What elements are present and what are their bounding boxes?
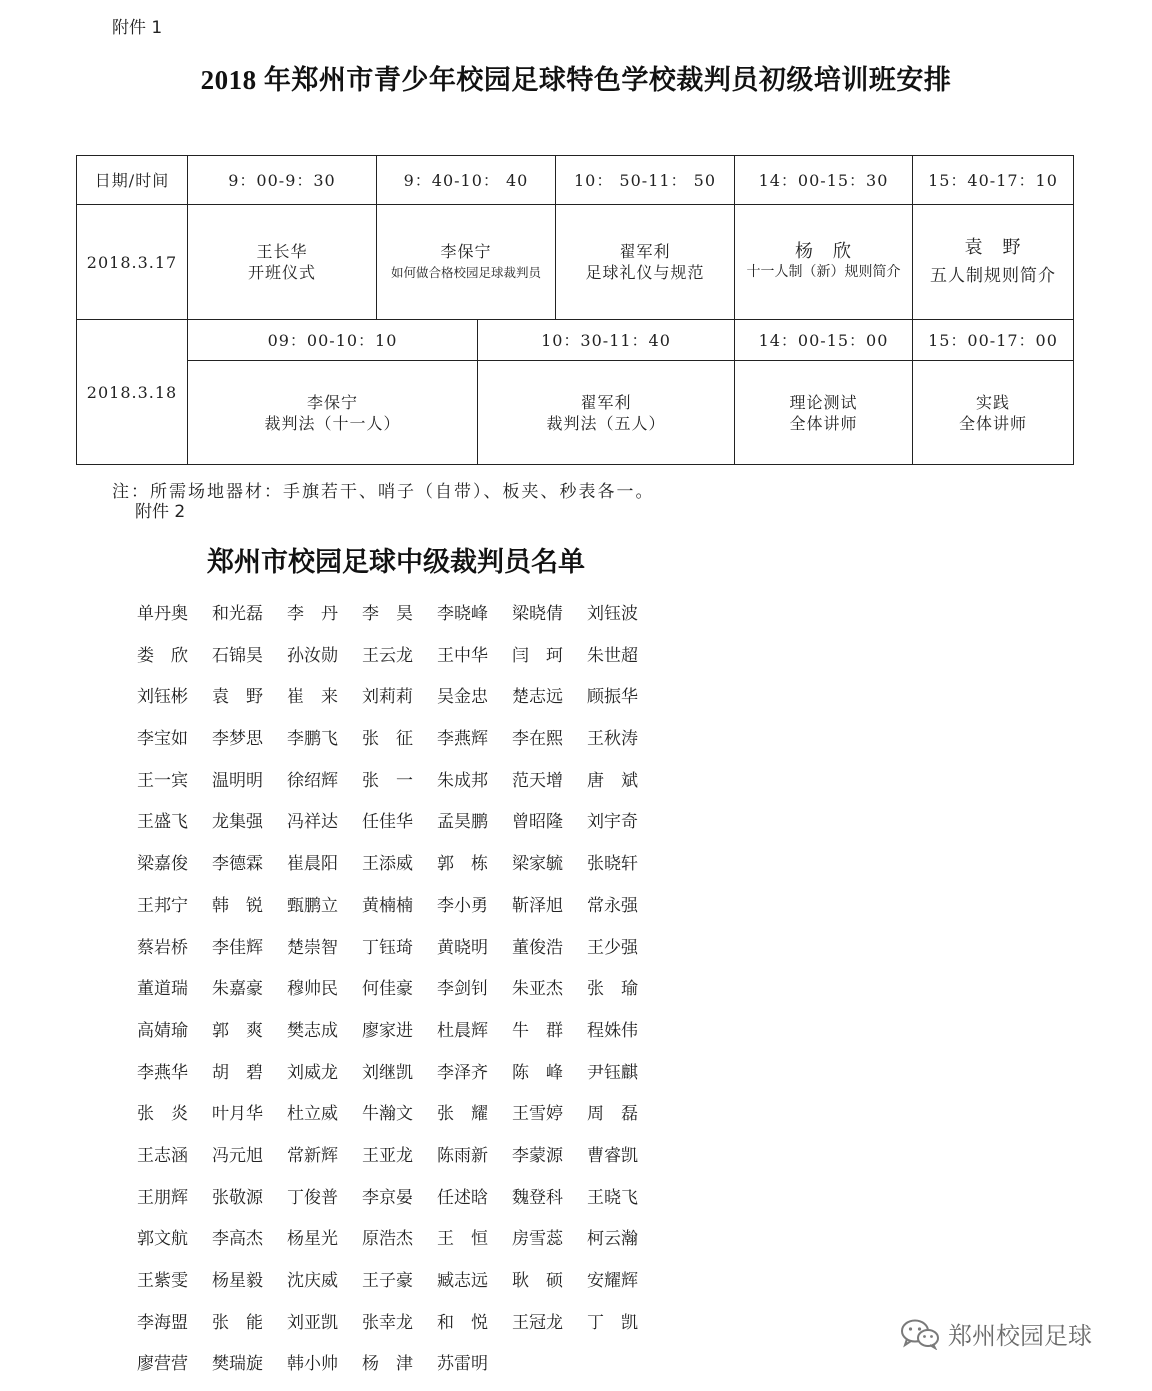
roster-title: 郑州市校园足球中级裁判员名单 — [207, 547, 585, 578]
referee-name-list — [137, 599, 657, 1391]
time-slot: 15：40-17：10 — [928, 170, 1058, 190]
referee-name: 朱世超 — [587, 645, 638, 666]
referee-name: 孙汝勋 — [287, 645, 338, 666]
referee-name: 曾昭隆 — [512, 812, 563, 833]
referee-name: 李剑钊 — [437, 979, 488, 1000]
referee-name: 张 炎 — [137, 1104, 188, 1125]
attachment-1-label: 附件 1 — [112, 18, 163, 38]
referee-name: 李晓峰 — [437, 604, 488, 624]
referee-name: 单丹奥 — [137, 604, 188, 624]
day1-date: 2018.3.17 — [86, 252, 178, 272]
referee-name: 杨星光 — [287, 1229, 338, 1250]
referee-name: 郭 栋 — [437, 854, 488, 875]
session-topic: 全体讲师 — [958, 413, 1027, 433]
referee-name: 黄晓明 — [437, 937, 488, 958]
referee-name: 温明明 — [212, 770, 263, 791]
referee-name: 杜晨辉 — [437, 1020, 488, 1041]
referee-name: 樊瑞旋 — [212, 1354, 263, 1375]
document-title: 2018 年郑州市青少年校园足球特色学校裁判员初级培训班安排 — [200, 65, 952, 95]
referee-name: 王晓飞 — [587, 1187, 638, 1208]
session-topic: 足球礼仪与规范 — [585, 263, 705, 282]
referee-name: 柯云瀚 — [587, 1229, 638, 1250]
session-lecturer: 李保宁 — [306, 392, 358, 412]
referee-name: 丁 凯 — [587, 1312, 638, 1333]
referee-name: 李在熙 — [512, 729, 563, 750]
referee-name: 李小勇 — [437, 895, 488, 916]
referee-name: 杜立威 — [287, 1104, 338, 1125]
referee-name: 王志涵 — [137, 1145, 188, 1166]
referee-name: 耿 硕 — [512, 1271, 563, 1291]
header-date-time: 日期/时间 — [94, 170, 170, 190]
referee-name: 蔡岩桥 — [137, 937, 188, 958]
referee-name: 靳泽旭 — [512, 895, 563, 916]
referee-name: 张 一 — [362, 770, 413, 791]
attachment-2-label: 附件 2 — [135, 502, 186, 522]
referee-name: 李燕辉 — [437, 729, 488, 750]
time-slot: 10： 50-11： 50 — [573, 170, 717, 190]
session-topic: 裁判法（十一人） — [264, 413, 401, 433]
time-slot: 14：00-15：00 — [758, 330, 889, 350]
referee-name: 王邦宁 — [137, 895, 188, 916]
referee-name: 顾振华 — [587, 687, 638, 708]
referee-name: 梁晓倩 — [512, 604, 563, 624]
referee-name: 楚志远 — [512, 687, 563, 708]
time-slot: 15：00-17：00 — [928, 330, 1058, 350]
referee-name: 张 瑜 — [587, 979, 638, 1000]
day1-session — [556, 205, 734, 319]
session-lecturer: 李保宁 — [440, 242, 492, 261]
referee-name: 闫 珂 — [512, 645, 563, 666]
referee-name: 刘莉莉 — [362, 687, 413, 708]
referee-name: 叶月华 — [212, 1104, 263, 1125]
referee-name: 原浩杰 — [362, 1229, 413, 1250]
referee-name: 李泽齐 — [437, 1062, 488, 1083]
referee-name: 陈 峰 — [512, 1062, 563, 1083]
referee-name: 廖营营 — [137, 1354, 188, 1375]
session-topic: 五人制规则简介 — [930, 266, 1056, 286]
referee-name: 王子豪 — [362, 1271, 413, 1291]
referee-name: 董俊浩 — [512, 937, 563, 958]
session-lecturer: 翟军利 — [580, 392, 632, 412]
referee-name: 常永强 — [587, 895, 638, 916]
referee-name: 尹钰麒 — [587, 1062, 638, 1083]
session-topic: 如何做合格校园足球裁判员 — [390, 265, 541, 280]
referee-name: 王少强 — [587, 937, 638, 958]
referee-name: 范天增 — [512, 770, 563, 791]
referee-name: 张晓轩 — [587, 854, 638, 875]
referee-name: 吴金忠 — [437, 687, 488, 708]
session-lecturer: 杨 欣 — [795, 241, 852, 262]
referee-name: 臧志远 — [437, 1271, 488, 1291]
training-schedule-table — [76, 155, 1074, 465]
referee-name: 周 磊 — [587, 1104, 638, 1125]
referee-name: 徐绍辉 — [287, 770, 338, 791]
referee-name: 李京晏 — [362, 1187, 413, 1208]
referee-name: 冯元旭 — [212, 1145, 263, 1166]
referee-name: 李蒙源 — [512, 1145, 563, 1166]
referee-name: 崔 来 — [287, 687, 338, 708]
referee-name: 程姝伟 — [587, 1020, 638, 1041]
referee-name: 廖家进 — [362, 1020, 413, 1041]
day1-session — [913, 205, 1073, 319]
referee-name: 王紫雯 — [137, 1271, 188, 1291]
day2-session — [478, 361, 734, 464]
referee-name: 崔晨阳 — [287, 854, 338, 875]
referee-name: 房雪蕊 — [512, 1229, 563, 1250]
referee-name: 刘宇奇 — [587, 812, 638, 833]
referee-name: 李海盟 — [137, 1312, 188, 1333]
session-topic: 开班仪式 — [247, 263, 316, 282]
day1-session — [188, 205, 376, 319]
session-topic: 全体讲师 — [789, 413, 858, 433]
referee-name: 李鹏飞 — [287, 729, 338, 750]
referee-name: 高婧瑜 — [137, 1020, 188, 1041]
referee-name: 郭 爽 — [212, 1020, 263, 1041]
referee-name: 张 征 — [362, 729, 413, 750]
day2-session — [913, 361, 1073, 464]
referee-name: 袁 野 — [212, 687, 263, 708]
referee-name: 王亚龙 — [362, 1145, 413, 1166]
referee-name: 和 悦 — [437, 1312, 488, 1333]
referee-name: 刘钰波 — [587, 604, 638, 624]
referee-name: 朱亚杰 — [512, 979, 563, 1000]
referee-name: 孟昊鹏 — [437, 812, 488, 833]
referee-name: 李高杰 — [212, 1229, 263, 1250]
referee-name: 常新辉 — [287, 1145, 338, 1166]
referee-name: 穆帅民 — [287, 979, 338, 1000]
referee-name: 王中华 — [437, 645, 488, 666]
referee-name: 朱成邦 — [437, 770, 488, 791]
referee-name: 王冠龙 — [512, 1312, 563, 1333]
referee-name: 张 能 — [212, 1312, 263, 1333]
referee-name: 李宝如 — [137, 729, 188, 750]
referee-name: 王 恒 — [437, 1229, 488, 1250]
time-slot: 09：00-10：10 — [267, 330, 398, 350]
watermark-text: 郑州校园足球 — [948, 1322, 1092, 1350]
referee-name: 魏登科 — [512, 1187, 563, 1208]
day2-date: 2018.3.18 — [86, 382, 178, 402]
referee-name: 朱嘉豪 — [212, 979, 263, 1000]
referee-name: 梁嘉俊 — [137, 854, 188, 875]
referee-name: 樊志成 — [287, 1020, 338, 1041]
referee-name: 刘继凯 — [362, 1062, 413, 1083]
session-lecturer: 实践 — [975, 392, 1010, 412]
referee-name: 李 丹 — [287, 604, 338, 624]
referee-name: 陈雨新 — [437, 1145, 488, 1166]
referee-name: 刘亚凯 — [287, 1312, 338, 1333]
referee-name: 石锦昊 — [212, 645, 263, 666]
referee-name: 苏雷明 — [437, 1354, 488, 1375]
referee-name: 胡 碧 — [212, 1062, 263, 1083]
referee-name: 何佳豪 — [362, 979, 413, 1000]
session-lecturer: 王长华 — [256, 242, 308, 261]
time-slot: 9：40-10： 40 — [403, 170, 529, 190]
referee-name: 梁家毓 — [512, 854, 563, 875]
referee-name: 娄 欣 — [137, 645, 188, 666]
referee-name: 王秋涛 — [587, 729, 638, 750]
referee-name: 王一宾 — [137, 770, 188, 791]
referee-name: 任述晗 — [437, 1187, 488, 1208]
wechat-icon — [900, 1318, 940, 1350]
session-lecturer: 理论测试 — [789, 392, 858, 412]
day2-session — [188, 361, 477, 464]
referee-name: 黄楠楠 — [362, 895, 413, 916]
referee-name: 张 耀 — [437, 1104, 488, 1125]
referee-name: 刘钰彬 — [137, 687, 188, 708]
referee-name: 任佳华 — [362, 812, 413, 833]
referee-name: 韩小帅 — [287, 1354, 338, 1375]
referee-name: 王朋辉 — [137, 1187, 188, 1208]
referee-name: 龙集强 — [212, 812, 263, 833]
referee-name: 甄鹏立 — [287, 895, 338, 916]
referee-name: 丁钰琦 — [362, 937, 413, 958]
referee-name: 冯祥达 — [287, 812, 338, 833]
referee-name: 丁俊普 — [287, 1187, 338, 1208]
session-topic: 十一人制（新）规则简介 — [746, 264, 901, 280]
referee-name: 曹睿凯 — [587, 1145, 638, 1166]
referee-name: 董道瑞 — [137, 979, 188, 1000]
equipment-note: 注：所需场地器材：手旗若干、哨子（自带）、板夹、秒表各一。 — [112, 482, 655, 502]
day1-session — [377, 205, 555, 319]
watermark — [900, 1316, 1092, 1351]
referee-name: 李梦思 — [212, 729, 263, 750]
session-lecturer: 翟军利 — [619, 242, 671, 261]
referee-name: 沈庆威 — [287, 1271, 338, 1291]
referee-name: 王雪婷 — [512, 1104, 563, 1125]
referee-name: 楚崇智 — [287, 937, 338, 958]
time-slot: 9：00-9：30 — [228, 170, 336, 190]
referee-name: 和光磊 — [212, 604, 263, 624]
referee-name: 唐 斌 — [587, 770, 638, 791]
referee-name: 刘威龙 — [287, 1062, 338, 1083]
referee-name: 牛 群 — [512, 1020, 563, 1041]
referee-name: 李佳辉 — [212, 937, 263, 958]
referee-name: 王添威 — [362, 854, 413, 875]
referee-name: 牛瀚文 — [362, 1104, 413, 1125]
referee-name: 郭文航 — [137, 1229, 188, 1250]
referee-name: 安耀辉 — [587, 1271, 638, 1291]
day2-session — [735, 361, 912, 464]
referee-name: 李 昊 — [362, 604, 413, 624]
session-topic: 裁判法（五人） — [546, 413, 666, 433]
time-slot: 10：30-11：40 — [541, 330, 671, 350]
referee-name: 李燕华 — [137, 1062, 188, 1083]
referee-name: 张敬源 — [212, 1187, 263, 1208]
referee-name: 张幸龙 — [362, 1312, 413, 1333]
time-slot: 14：00-15：30 — [758, 170, 889, 190]
session-lecturer: 袁 野 — [964, 237, 1022, 258]
referee-name: 杨 津 — [362, 1354, 413, 1375]
referee-name: 韩 锐 — [212, 895, 263, 916]
referee-name: 李德霖 — [212, 854, 263, 875]
day1-session — [735, 205, 912, 319]
referee-name: 王云龙 — [362, 645, 413, 666]
referee-name: 王盛飞 — [137, 812, 188, 833]
referee-name: 杨星毅 — [212, 1271, 263, 1291]
